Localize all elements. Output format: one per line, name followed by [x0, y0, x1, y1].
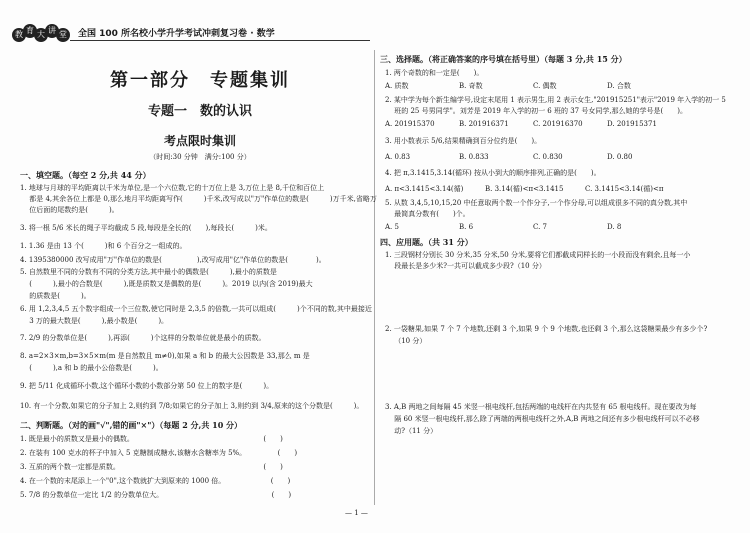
question-line: 3. A,B 两地之间每隔 45 米竖一根电线杆,包括两端的电线杆在内共竖有 65 根电线杆。现在要改为每 — [385, 403, 697, 411]
option: A. 201915370 — [385, 120, 435, 128]
question-line: 4. 把 π,3.1415,3.14(循环) 按从小到大的顺序排列,正确的是( )。 — [385, 169, 601, 177]
option: B. 奇数 — [459, 82, 483, 90]
option: A. 0.83 — [385, 153, 411, 161]
question-line: 位后面的尾数约是( )。 — [20, 206, 119, 214]
part-title: 第一部分 专题集训 — [110, 70, 290, 91]
option: B. 3.14(循)<π<3.1415 — [485, 185, 564, 193]
question-line: 最简真分数有( )个。 — [385, 210, 470, 218]
question-line: 9. 把 5/11 化成循环小数,这个循环小数的小数部分第 50 位上的数字是( )。 — [20, 382, 274, 390]
option: B. 0.833 — [459, 153, 489, 161]
question-line: 1. 三段钢材分别长 30 分米,35 分米,50 分米,要将它们都截成同样长的一小段而没有剩余,且每一小 — [385, 251, 691, 259]
logo-char: 大 — [34, 28, 48, 42]
question-options — [385, 81, 681, 91]
question-line: （10 分） — [385, 337, 427, 345]
question-line: 1. 既是最小的质数又是最小的偶数。 ( ) — [20, 435, 283, 443]
question-line: 1. 1.36 是由 13 个( )和 6 个百分之一组成的。 — [20, 242, 187, 250]
option: B. 201916371 — [459, 120, 509, 128]
option: C. 3.1415<3.14(循)<π — [585, 185, 664, 193]
header-title: 全国 100 所名校小学升学考试冲刺复习卷 · 数学 — [78, 29, 275, 39]
page-number: — 1 — — [345, 509, 368, 517]
option: A. 质数 — [385, 82, 409, 90]
question-line: 3. 互质的两个数一定都是质数。 ( ) — [20, 463, 283, 471]
section-multiple-choice: 三、选择题。（将正确答案的序号填在括号里）（每题 3 分,共 15 分） — [380, 54, 627, 64]
option: C. 7 — [533, 223, 548, 231]
question-line: 隔 60 米竖一根电线杆,那么除了两端的两根电线杆之外,A,B 两地之间还有多少根电线杆可以不必移 — [385, 415, 700, 423]
question-line: 5. 自然数里不同的分数有不同的分类方法,其中最小的偶数是( ),最小的质数是 — [20, 268, 277, 276]
question-line: 3. 用小数表示 5/6,结果精确到百分位约是( )。 — [385, 137, 542, 145]
section-fill-blank: 一、填空题。（每空 2 分,共 44 分） — [20, 170, 151, 180]
question-options — [385, 120, 681, 128]
question-options — [385, 184, 685, 194]
question-line: 的质数是( )。 — [20, 292, 91, 300]
time-score: （时间:30 分钟 满分:100 分） — [149, 153, 251, 161]
section-word-problems: 四、应用题。（共 31 分） — [380, 237, 473, 247]
question-options — [385, 223, 681, 231]
question-line: ( ),a 和 b 的最小公倍数是( )。 — [20, 364, 163, 372]
question-line: ( ),最小的合数是( ),既是质数又是偶数的是( )。2019 以内(含 2019)最大 — [20, 280, 313, 288]
question-line: 都是 4,其余各位上都是 0,那么地月平均距离写作( )千米,改写成以"万"作单位的数是( )万千米,省略万 — [20, 195, 377, 203]
option: C. 偶数 — [533, 82, 557, 90]
logo-char: 育 — [23, 24, 37, 38]
question-line: 3 万的最大数是( ),最小数是( )。 — [20, 317, 169, 325]
logo-char: 堂 — [56, 28, 70, 42]
option: A. 5 — [385, 223, 399, 231]
header-rule — [70, 40, 370, 41]
question-line: 6. 用 1,2,3,4,5 五个数字组成一个三位数,使它同时是 2,3,5 的倍数,一共可以组成( )个不同的数,其中最接近 — [20, 305, 372, 313]
question-line: 2. 某中学为每个新生编学号,设定末尾用 1 表示男生,用 2 表示女生,"201915251"表示"2019 年入学的初一 5 — [385, 96, 726, 104]
question-line: 3. 将一根 5/6 米长的绳子平均截成 5 段,每段是全长的( ),每段长( )米。 — [20, 224, 272, 232]
question-line: 段最长是多少米?一共可以截成多少段?（10 分） — [385, 262, 546, 270]
question-options — [385, 153, 681, 161]
logo-char: 教 — [12, 28, 26, 42]
column-divider — [374, 50, 375, 505]
question-line: 8. a=2×3×m,b=3×5×m(m 是自然数且 m≠0),如果 a 和 b 的最大公因数是 33,那么 m 是 — [20, 352, 310, 360]
option: D. 201915371 — [607, 120, 657, 128]
question-line: 动?（11 分） — [385, 427, 438, 435]
question-line: 班的 25 号男同学"。刘芳是 2019 年入学的初一 6 班的 37 号女同学,那么她的学号是( )。 — [385, 107, 688, 115]
option: D. 合数 — [607, 82, 631, 90]
question-line: 1. 地球与月球的平均距离以千米为单位,是一个六位数,它的十万位上是 3,万位上是 8,千位和百位上 — [20, 184, 325, 192]
option: B. 6 — [459, 223, 474, 231]
option: D. 0.80 — [607, 153, 633, 161]
question-line: 2. 一袋糖果,如果 7 个 7 个地数,还剩 3 个,如果 9 个 9 个地数,也还剩 3 个,那么这袋糖果最少有多少个? — [385, 325, 708, 333]
option: C. 201916370 — [533, 120, 583, 128]
sub-title: 考点限时集训 — [163, 134, 236, 148]
logo-char: 讲 — [45, 24, 59, 38]
question-line: 1. 两个奇数的和一定是( )。 — [385, 69, 484, 77]
option: A. π<3.1415<3.14(循) — [385, 185, 464, 193]
question-line: 4. 在一个数的末尾添上一个"0",这个数就扩大到原来的 1000 倍。 ( ) — [20, 477, 291, 485]
question-line: 5. 从数 3,4,5,10,15,20 中任意取两个数一个作分子,一个作分母,可以组成很多不同的真分数,其中 — [385, 199, 688, 207]
question-line: 7. 2/9 的分数单位是( ),再添( )个这样的分数单位就是最小的质数。 — [20, 334, 266, 342]
question-line: 4. 1395380000 改写成用"万"作单位的数是( ),改写成用"亿"作单位的数是( )。 — [20, 256, 326, 264]
question-line: 2. 在装有 100 克水的杯子中加入 5 克糖制成糖水,该糖水含糖率为 5%。 ( ) — [20, 449, 298, 457]
option: C. 0.830 — [533, 153, 563, 161]
section-true-false: 二、判断题。（对的画"√",错的画"×"）（每题 2 分,共 10 分） — [20, 420, 243, 430]
question-line: 10. 有一个分数,如果它的分子加上 2,则约到 7/8;如果它的分子加上 3,则约到 3/4,原来的这个分数是( )。 — [20, 402, 364, 410]
topic-title: 专题一 数的认识 — [147, 104, 252, 119]
option: D. 8 — [607, 223, 622, 231]
brand-logo — [12, 24, 72, 46]
question-line: 5. 7/8 的分数单位一定比 1/2 的分数单位大。 ( ) — [20, 491, 292, 499]
